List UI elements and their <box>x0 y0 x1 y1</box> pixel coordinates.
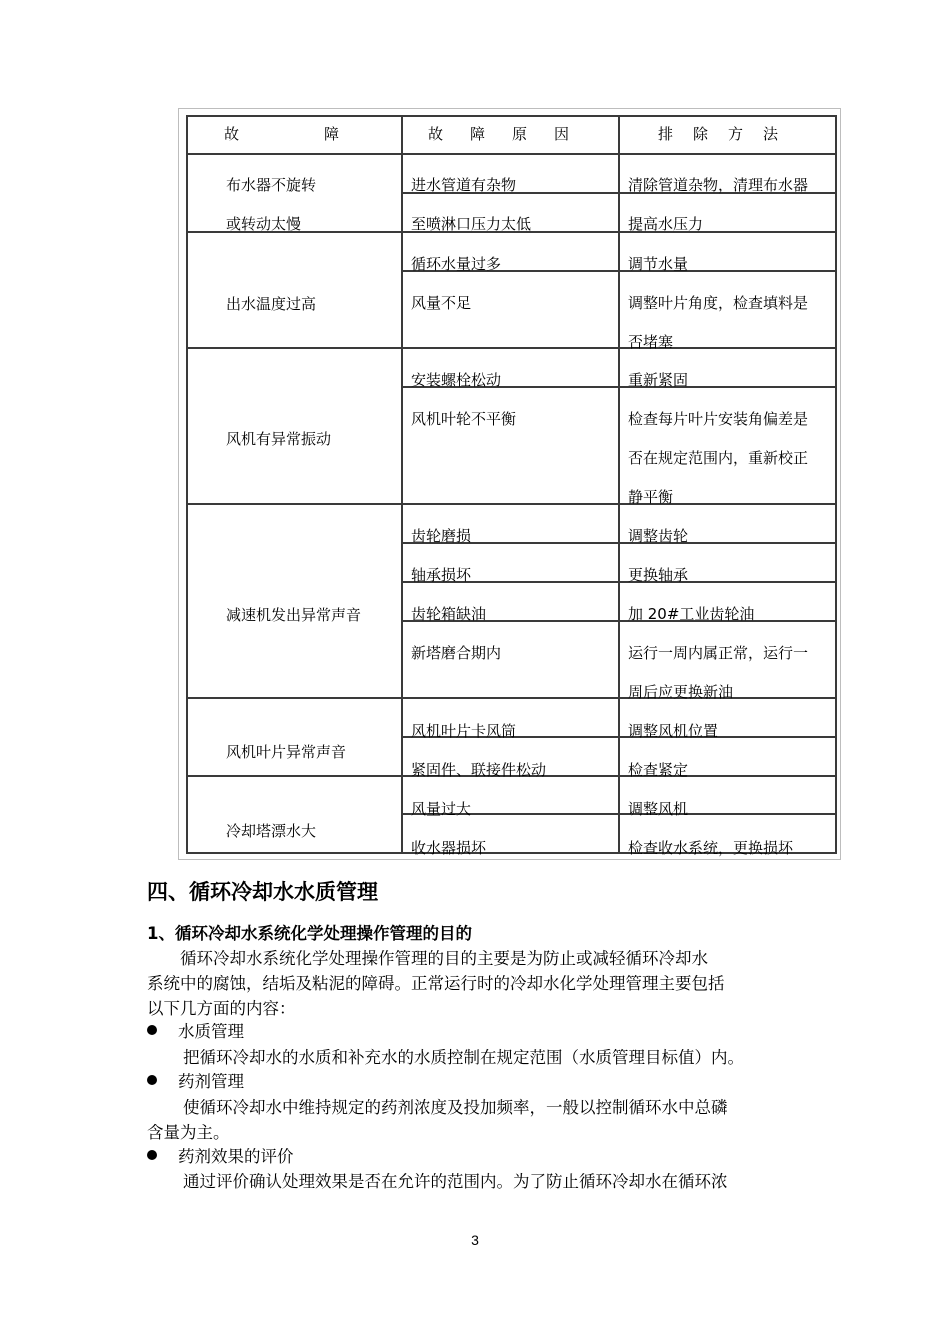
remedy-cell: 调整风机 <box>628 800 689 818</box>
bullet-text: 含量为主。 <box>147 1123 230 1142</box>
intro-line: 系统中的腐蚀，结垢及粘泥的障碍。正常运行时的冷却水化学处理管理主要包括 <box>147 974 725 993</box>
table-border-left <box>186 115 188 854</box>
cause-cell: 新塔磨合期内 <box>411 644 502 662</box>
bullet-text: 使循环冷却水中维持规定的药剂浓度及投加频率，一般以控制循环水中总磷 <box>183 1098 728 1117</box>
header-char: 故 <box>428 125 444 143</box>
fault-table <box>186 115 837 857</box>
header-char: 因 <box>554 125 570 143</box>
fault-table-frame <box>178 108 841 860</box>
fault-cell: 或转动太慢 <box>226 215 302 233</box>
header-char: 法 <box>763 125 779 143</box>
page-number: 3 <box>471 1232 479 1248</box>
header-fault <box>186 124 401 146</box>
group-rule <box>186 503 837 505</box>
bullet-icon <box>147 1025 157 1035</box>
remedy-cell: 检查紧定 <box>628 761 689 779</box>
cause-cell: 风量过大 <box>411 800 472 818</box>
remedy-cell: 静平衡 <box>628 488 674 506</box>
intro-line: 循环冷却水系统化学处理操作管理的目的主要是为防止或减轻循环冷却水 <box>180 949 708 968</box>
header-remedy <box>618 124 835 146</box>
table-border-top <box>186 115 837 117</box>
table-border-right <box>835 115 837 854</box>
cause-cell: 齿轮箱缺油 <box>411 605 487 623</box>
cause-cell: 循环水量过多 <box>411 255 502 273</box>
remedy-cell: 否堵塞 <box>628 333 674 351</box>
header-cause <box>401 124 618 146</box>
header-char: 障 <box>324 125 340 143</box>
remedy-cell: 更换轴承 <box>628 566 689 584</box>
section-heading: 四、循环冷却水水质管理 <box>147 880 378 904</box>
cause-cell: 风机叶片卡风筒 <box>411 722 517 740</box>
intro-line: 以下几方面的内容： <box>147 999 296 1018</box>
header-rule <box>186 153 837 155</box>
remedy-cell: 重新紧固 <box>628 371 689 389</box>
fault-cell: 出水温度过高 <box>226 295 317 313</box>
remedy-cell: 提高水压力 <box>628 215 704 233</box>
cause-cell: 风量不足 <box>411 294 472 312</box>
bullet-label: 水质管理 <box>178 1022 244 1041</box>
fault-cell: 布水器不旋转 <box>226 176 317 194</box>
remedy-cell: 否在规定范围内，重新校正 <box>628 449 809 467</box>
subsection-heading: 1、循环冷却水系统化学处理操作管理的目的 <box>147 924 472 943</box>
cause-cell: 风机叶轮不平衡 <box>411 410 517 428</box>
header-char: 方 <box>728 125 744 143</box>
bullet-text: 通过评价确认处理效果是否在允许的范围内。为了防止循环冷却水在循环浓 <box>183 1172 728 1191</box>
remedy-cell: 调整叶片角度，检查填料是 <box>628 294 809 312</box>
fault-cell: 减速机发出异常声音 <box>226 606 362 624</box>
header-char: 故 <box>224 125 240 143</box>
remedy-cell: 清除管道杂物，清理布水器 <box>628 176 809 194</box>
remedy-cell: 加 20#工业齿轮油 <box>628 605 755 623</box>
remedy-cell: 运行一周内属正常，运行一 <box>628 644 809 662</box>
cause-cell: 安装螺栓松动 <box>411 371 502 389</box>
cause-cell: 至喷淋口压力太低 <box>411 215 532 233</box>
group-rule <box>186 347 837 349</box>
cause-cell: 进水管道有杂物 <box>411 176 517 194</box>
header-char: 障 <box>470 125 486 143</box>
fault-cell: 冷却塔漂水大 <box>226 822 317 840</box>
bullet-label: 药剂管理 <box>178 1072 244 1091</box>
group-rule <box>186 697 837 699</box>
header-char: 排 <box>658 125 674 143</box>
bullet-icon <box>147 1075 157 1085</box>
remedy-cell: 调整齿轮 <box>628 527 689 545</box>
remedy-cell: 检查每片叶片安装角偏差是 <box>628 410 809 428</box>
cause-cell: 齿轮磨损 <box>411 527 472 545</box>
cause-cell: 轴承损坏 <box>411 566 472 584</box>
remedy-cell: 检查收水系统，更换损坏 <box>628 839 794 857</box>
table-divider-2 <box>618 115 620 854</box>
bullet-label: 药剂效果的评价 <box>178 1147 294 1166</box>
table-divider-1 <box>401 115 403 854</box>
remedy-cell: 周后应更换新油 <box>628 683 734 701</box>
cause-cell: 收水器损坏 <box>411 839 487 857</box>
fault-cell: 风机叶片异常声音 <box>226 743 347 761</box>
remedy-cell: 调整风机位置 <box>628 722 719 740</box>
bullet-icon <box>147 1150 157 1160</box>
cause-cell: 紧固件、联接件松动 <box>411 761 547 779</box>
header-char: 原 <box>512 125 528 143</box>
header-char: 除 <box>693 125 709 143</box>
remedy-cell: 调节水量 <box>628 255 689 273</box>
bullet-text: 把循环冷却水的水质和补充水的水质控制在规定范围（水质管理目标值）内。 <box>183 1048 744 1067</box>
fault-cell: 风机有异常振动 <box>226 430 332 448</box>
